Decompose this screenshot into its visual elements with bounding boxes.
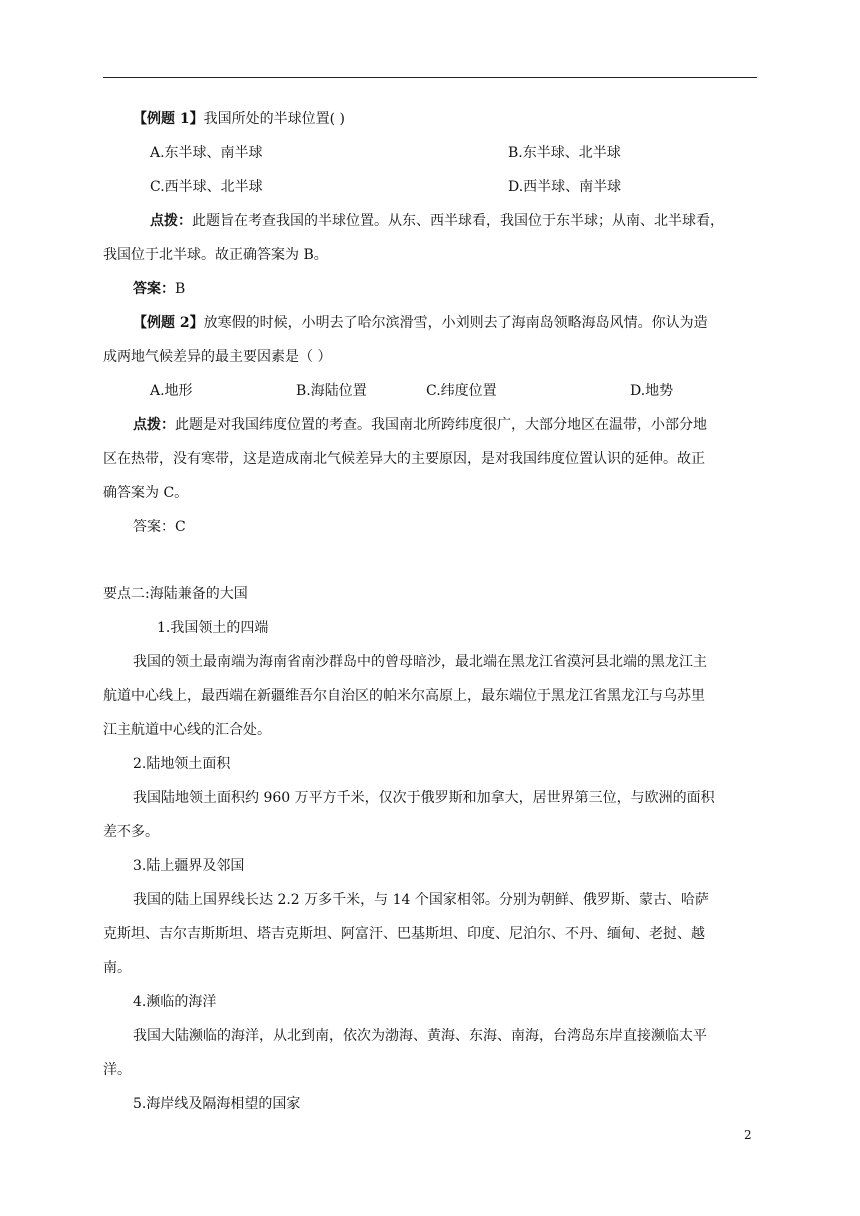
example2-option-a: A.地形 <box>150 383 193 399</box>
example1-answer-label: 答案： <box>133 281 175 297</box>
section2-s3-line3: 南。 <box>103 960 131 976</box>
example2-option-c: C.纬度位置 <box>426 383 497 399</box>
example2-hint-line1: 此题是对我国纬度位置的考查。我国南北所跨纬度很广，大部分地区在温带，小部分地 <box>175 417 707 433</box>
page-number: 2 <box>744 1128 752 1142</box>
example2-hint-line2: 区在热带，没有寒带，这是造成南北气候差异大的主要原因，是对我国纬度位置认识的延伸。故正 <box>103 451 705 467</box>
section2-s4-line1: 我国大陆濒临的海洋，从北到南，依次为渤海、黄海、东海、南海，台湾岛东岸直接濒临太平 <box>133 1028 707 1044</box>
example2-hint <box>133 415 707 435</box>
example2-hint-line3: 确答案为 C。 <box>103 485 189 501</box>
example1-hint <box>150 211 724 231</box>
example1-question <box>133 109 345 129</box>
example1-option-a: A.东半球、南半球 <box>150 145 263 161</box>
example1-hint-line2: 我国位于北半球。故正确答案为 B。 <box>103 247 328 263</box>
example2-option-d: D.地势 <box>630 383 674 399</box>
example2-hint-label: 点拨： <box>133 417 175 433</box>
example1-text: 我国所处的半球位置( ) <box>203 111 345 127</box>
section2-s3-line2: 克斯坦、吉尔吉斯斯坦、塔吉克斯坦、阿富汗、巴基斯坦、印度、尼泊尔、不丹、缅甸、老挝、越 <box>103 926 705 942</box>
header-rule <box>103 77 757 78</box>
example2-option-b: B.海陆位置 <box>296 383 367 399</box>
section2-s1-line2: 航道中心线上，最西端在新疆维吾尔自治区的帕米尔高原上，最东端位于黑龙江省黑龙江与乌苏里 <box>103 688 705 704</box>
example2-question <box>133 313 708 333</box>
example1-label: 【例题 1】 <box>133 111 204 127</box>
example2-question-line1: 放寒假的时候，小明去了哈尔滨滑雪，小刘则去了海南岛领略海岛风情。你认为造 <box>203 315 708 331</box>
section2-s2-line2: 差不多。 <box>103 824 159 840</box>
section2-s3-line1: 我国的陆上国界线长达 2.2 万多千米，与 14 个国家相邻。分别为朝鲜、俄罗斯、蒙古、哈萨 <box>133 892 709 908</box>
section2-s3-title: 3.陆上疆界及邻国 <box>133 858 245 874</box>
section2-heading: 要点二:海陆兼备的大国 <box>103 586 248 602</box>
section2-s1-line1: 我国的领土最南端为海南省南沙群岛中的曾母暗沙，最北端在黑龙江省漠河县北端的黑龙江主 <box>133 654 707 670</box>
section2-s1-line3: 江主航道中心线的汇合处。 <box>103 722 271 738</box>
example2-label: 【例题 2】 <box>133 315 204 331</box>
section2-s4-line2: 洋。 <box>103 1062 131 1078</box>
section2-s2-title: 2.陆地领土面积 <box>133 756 231 772</box>
example1-hint-line1: 此题旨在考查我国的半球位置。从东、西半球看，我国位于东半球；从南、北半球看， <box>192 213 724 229</box>
example1-answer-value: B <box>175 281 186 297</box>
example1-hint-label: 点拨： <box>150 213 192 229</box>
section2-s5-title: 5.海岸线及隔海相望的国家 <box>133 1096 301 1112</box>
section2-s1-title: 1.我国领土的四端 <box>157 620 269 636</box>
example1-option-b: B.东半球、北半球 <box>508 145 621 161</box>
example1-answer <box>133 279 185 299</box>
example1-option-c: C.西半球、北半球 <box>150 179 263 195</box>
section2-s4-title: 4.濒临的海洋 <box>133 994 217 1010</box>
example1-option-d: D.西半球、南半球 <box>508 179 622 195</box>
example2-question-line2: 成两地气候差异的最主要因素是（ ） <box>103 349 332 365</box>
example2-answer: 答案：C <box>133 519 186 535</box>
section2-s2-line1: 我国陆地领土面积约 960 万平方千米，仅次于俄罗斯和加拿大，居世界第三位，与欧洲的面积 <box>133 790 715 806</box>
